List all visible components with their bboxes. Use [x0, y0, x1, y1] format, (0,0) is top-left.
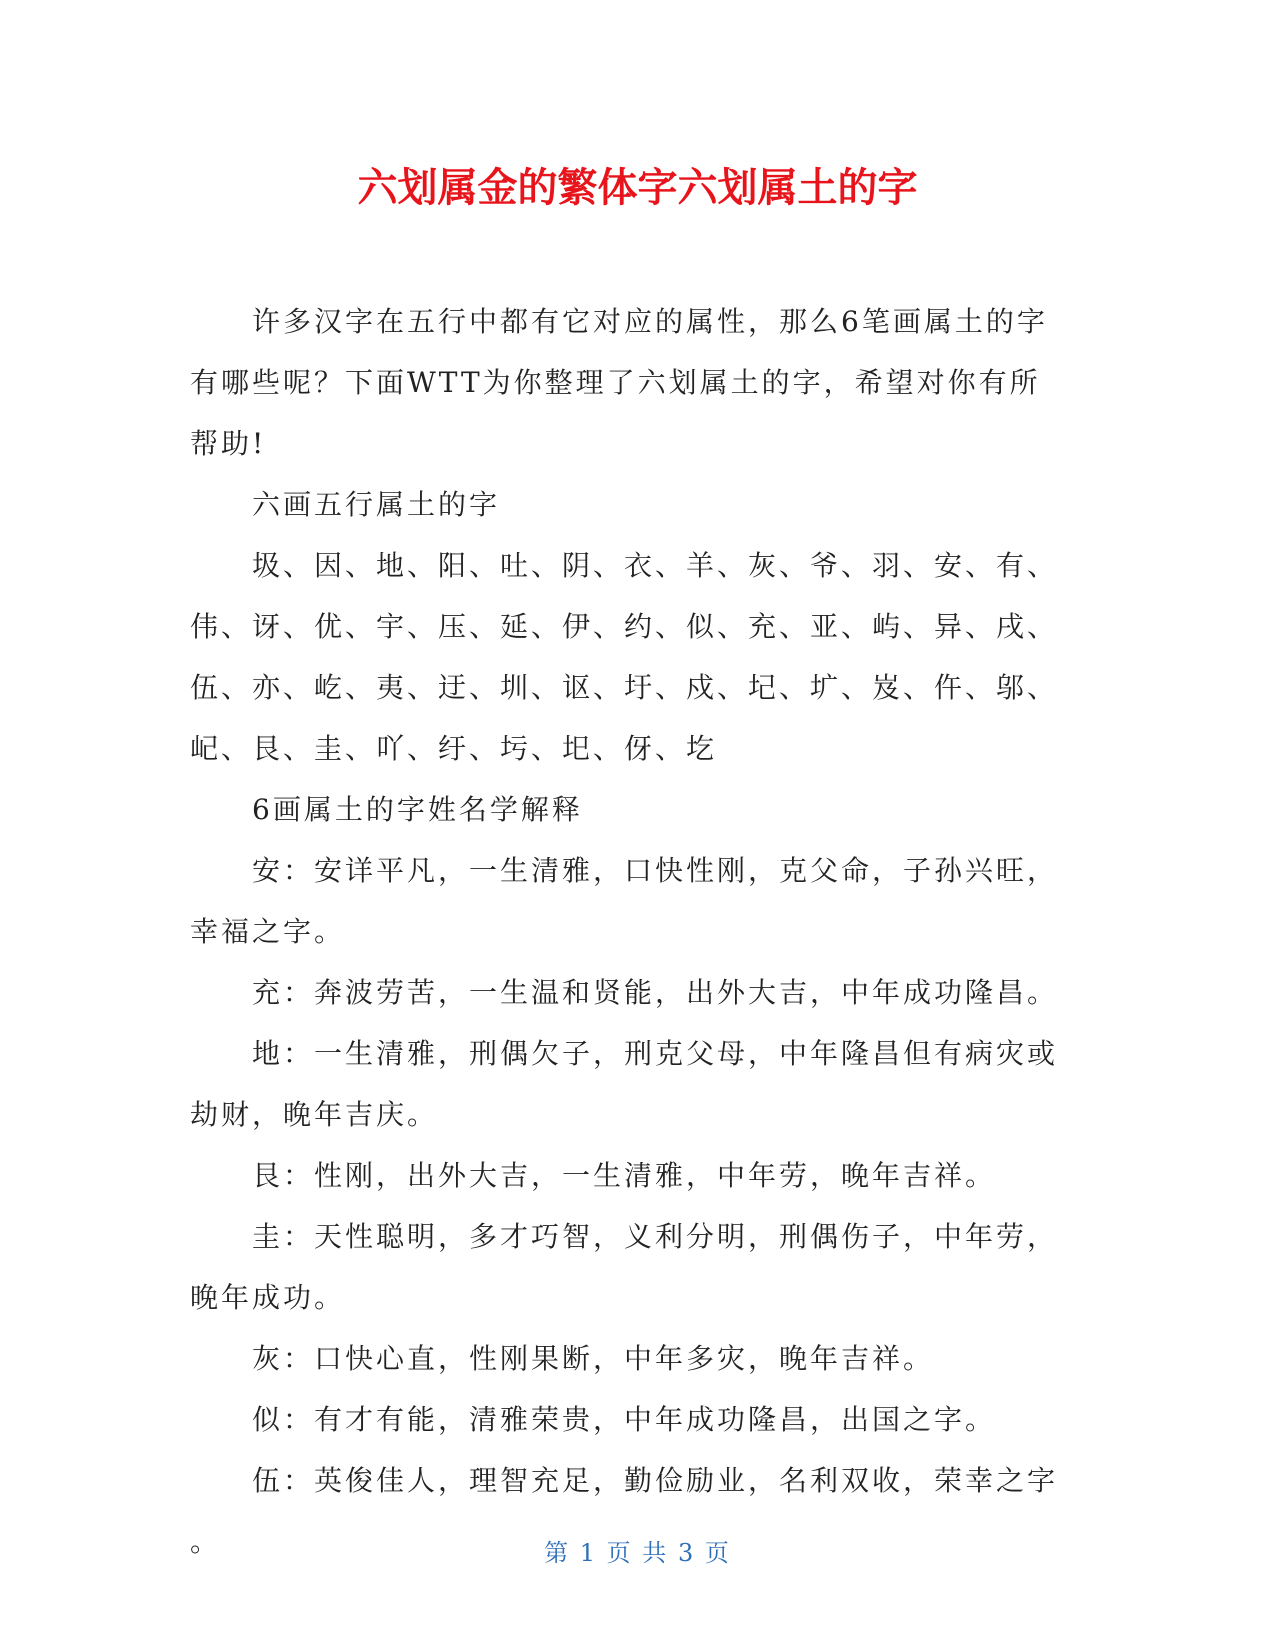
document-title: 六划属金的繁体字六划属土的字: [357, 165, 918, 211]
definition-hui: 灰：口快心直，性刚果断，中年多灾，晚年吉祥。: [252, 1342, 935, 1375]
definition-chong: 充：奔波劳苦，一生温和贤能，出外大吉，中年成功隆昌。: [252, 976, 1059, 1009]
character-list: 圾、因、地、阳、吐、阴、衣、羊、灰、爷、羽、安、有、伟、讶、优、宇、压、延、伊、约、似、充、亚、屿、异、戌、伍、亦、屹、夷、迂、圳、讴、圩、戍、圮、圹、岌、仵、邬、屺、艮、圭、吖、纡、圬、圯、伢、圪: [190, 549, 1059, 765]
definition-an: 安：安详平凡，一生清雅，口快性刚，克父命，子孙兴旺，幸福之字。: [190, 854, 1059, 948]
section-heading-six-stroke-earth: 六画五行属土的字: [252, 488, 501, 521]
section-heading-name-meaning: 6画属土的字姓名学解释: [252, 793, 583, 826]
definition-si: 似：有才有能，清雅荣贵，中年成功隆昌，出国之字。: [252, 1403, 997, 1436]
definition-di: 地：一生清雅，刑偶欠子，刑克父母，中年隆昌但有病灾或劫财，晚年吉庆。: [190, 1037, 1059, 1131]
intro-paragraph: 许多汉字在五行中都有它对应的属性，那么6笔画属土的字有哪些呢？下面WTT为你整理了六划属土的字，希望对你有所帮助!: [190, 305, 1048, 460]
definition-wu: 伍：英俊佳人，理智充足，勤俭励业，名利双收，荣幸之字: [252, 1464, 1059, 1497]
definition-gui: 圭：天性聪明，多才巧智，义利分明，刑偶伤子，中年劳，晚年成功。: [190, 1220, 1059, 1314]
document-body: [190, 291, 1070, 1572]
page-number-footer: 第 1 页 共 3 页: [544, 1539, 731, 1567]
definition-gen: 艮：性刚，出外大吉，一生清雅，中年劳，晚年吉祥。: [252, 1159, 997, 1192]
trailing-punctuation: 。: [190, 1525, 222, 1558]
